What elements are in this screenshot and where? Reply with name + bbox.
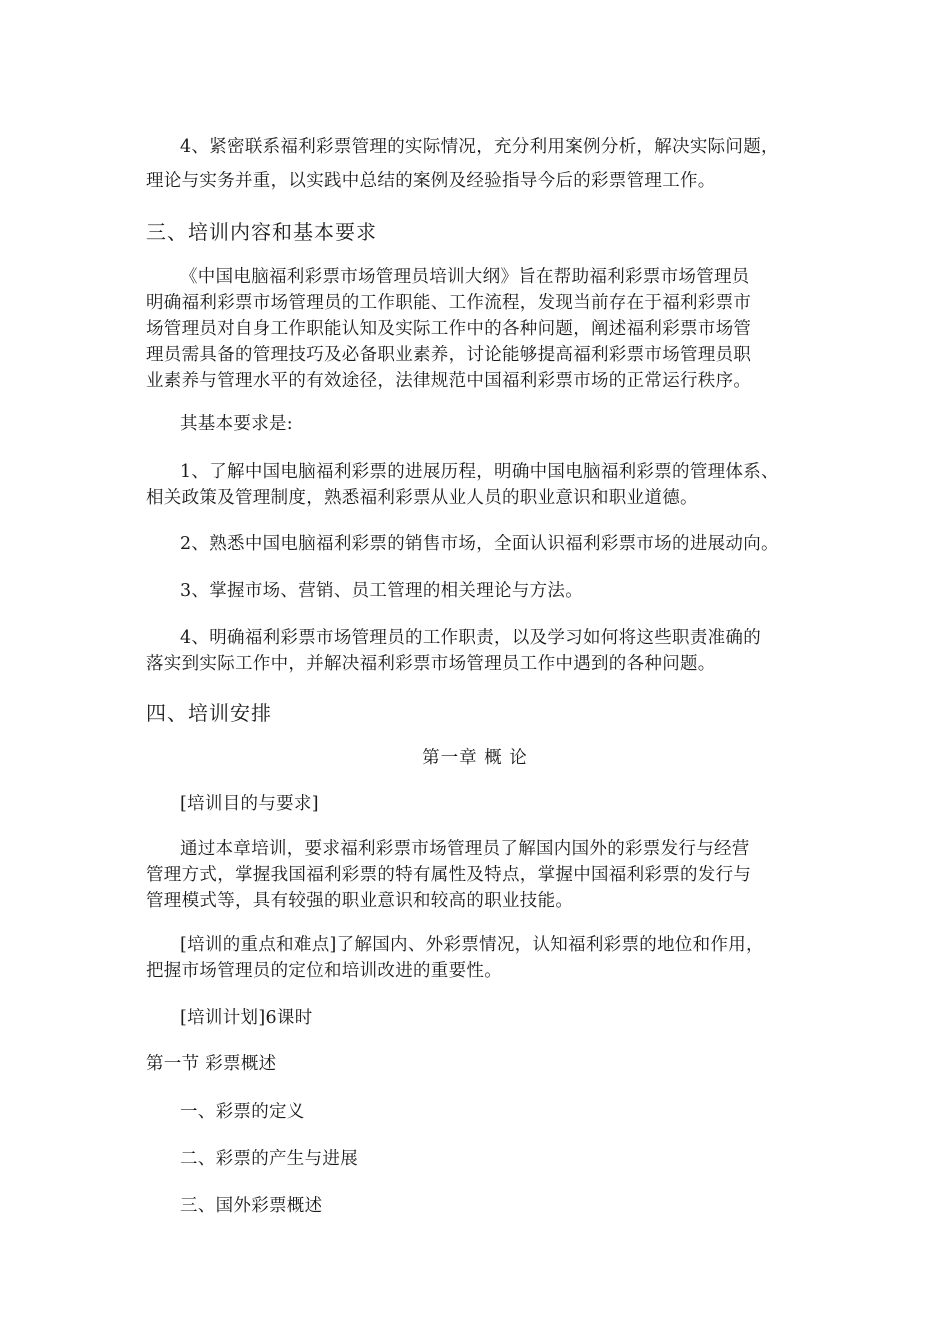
paragraph-requirement-4 [146, 625, 810, 677]
section-heading-3: 三、培训内容和基本要求 [146, 220, 377, 244]
text-line: 场管理员对自身工作职能认知及实际工作中的各种问题，阐述福利彩票市场管 [146, 319, 752, 339]
text-line: 1、了解中国电脑福利彩票的进展历程，明确中国电脑福利彩票的管理体系、 [180, 462, 779, 482]
text-line: 把握市场管理员的定位和培训改进的重要性。 [146, 961, 502, 981]
section-heading-4: 四、培训安排 [146, 701, 272, 725]
paragraph-requirement-2 [146, 531, 810, 557]
text-line: [培训计划]6课时 [180, 1008, 313, 1028]
paragraph-plan [146, 1005, 810, 1031]
outline-item [146, 1146, 810, 1172]
text-line: 3、掌握市场、营销、员工管理的相关理论与方法。 [180, 581, 584, 601]
text-line: 一、彩票的定义 [180, 1102, 305, 1122]
paragraph-key-points [146, 932, 810, 984]
paragraph-goal-label [146, 791, 810, 817]
text-line: 业素养与管理水平的有效途径，法律规范中国福利彩票市场的正常运行秩序。 [146, 371, 752, 391]
text-line: 理员需具备的管理技巧及必备职业素养，讨论能够提高福利彩票市场管理员职 [146, 345, 752, 365]
paragraph-requirements-lead [146, 411, 810, 437]
text-line: 管理方式，掌握我国福利彩票的特有属性及特点，掌握中国福利彩票的发行与 [146, 865, 752, 885]
text-line: 三、国外彩票概述 [180, 1196, 323, 1216]
text-line: 2、熟悉中国电脑福利彩票的销售市场，全面认识福利彩票市场的进展动向。 [180, 534, 779, 554]
paragraph-point-4 [146, 134, 810, 194]
text-line: 4、紧密联系福利彩票管理的实际情况，充分利用案例分析，解决实际问题， [180, 137, 779, 157]
outline-item [146, 1193, 810, 1219]
text-line: 4、明确福利彩票市场管理员的工作职责，以及学习如何将这些职责准确的 [180, 628, 762, 648]
text-line: 管理模式等，具有较强的职业意识和较高的职业技能。 [146, 891, 574, 911]
text-line: 明确福利彩票市场管理员的工作职能、工作流程，发现当前存在于福利彩票市 [146, 293, 752, 313]
paragraph-requirement-1 [146, 459, 810, 511]
paragraph-requirement-3 [146, 578, 810, 604]
chapter-title: 第一章 概 论 [422, 748, 528, 768]
outline-item [146, 1099, 810, 1125]
text-line: 二、彩票的产生与进展 [180, 1149, 358, 1169]
paragraph-intro [146, 264, 810, 394]
text-line: 《中国电脑福利彩票市场管理员培训大纲》旨在帮助福利彩票市场管理员 [180, 267, 750, 287]
section-1-title [146, 1051, 810, 1077]
paragraph-goal [146, 836, 810, 914]
text-line: [培训目的与要求] [180, 794, 319, 814]
text-line: [培训的重点和难点]了解国内、外彩票情况，认知福利彩票的地位和作用， [180, 935, 764, 955]
text-line: 落实到实际工作中，并解决福利彩票市场管理员工作中遇到的各种问题。 [146, 654, 716, 674]
text-line: 理论与实务并重，以实践中总结的案例及经验指导今后的彩票管理工作。 [146, 171, 716, 191]
text-line: 第一节 彩票概述 [146, 1054, 277, 1074]
text-line: 通过本章培训，要求福利彩票市场管理员了解国内国外的彩票发行与经营 [180, 839, 750, 859]
text-line: 其基本要求是: [180, 414, 293, 434]
text-line: 相关政策及管理制度，熟悉福利彩票从业人员的职业意识和职业道德。 [146, 488, 698, 508]
